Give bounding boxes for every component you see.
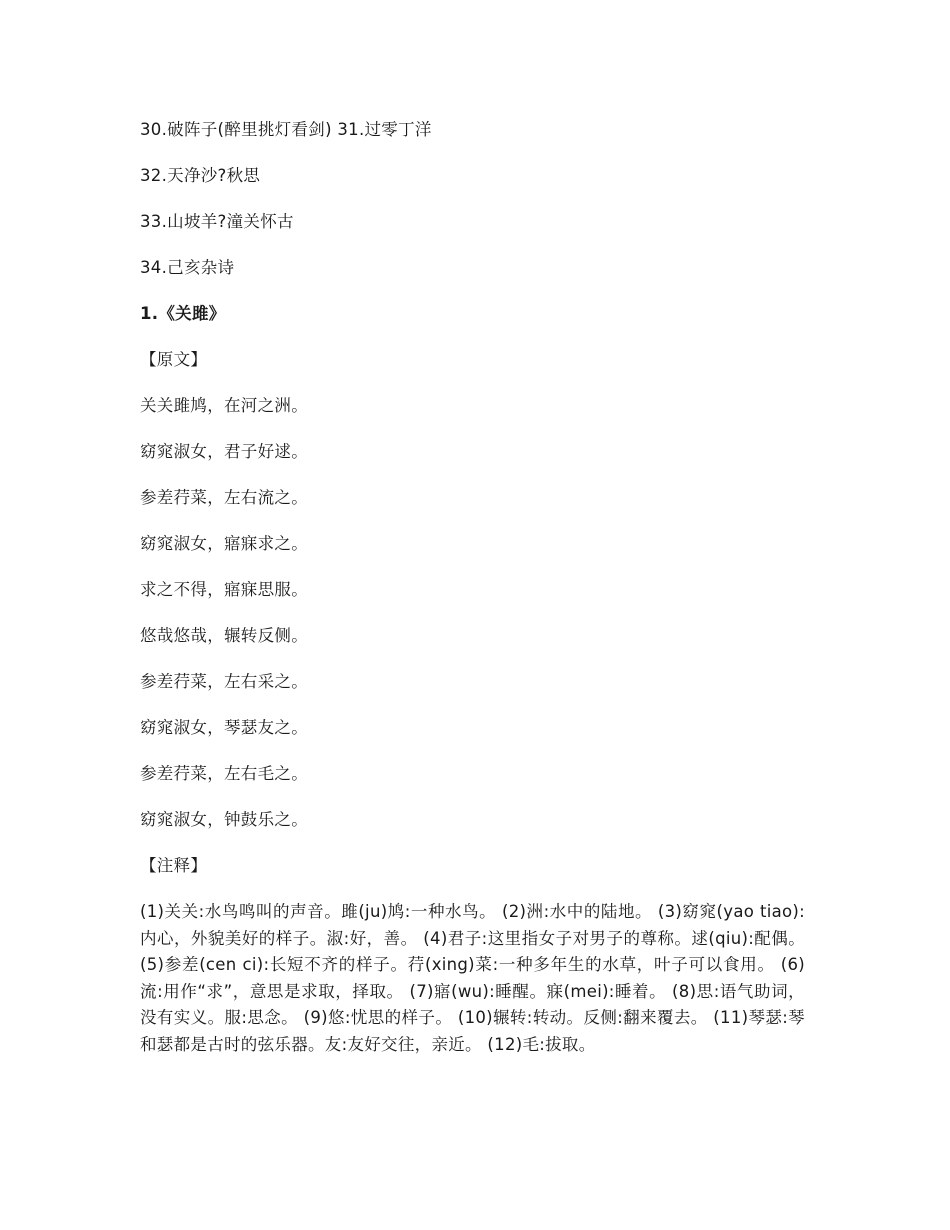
- poem-line: 悠哉悠哉，辗转反侧。: [140, 626, 308, 645]
- notes-heading: 【注释】: [140, 856, 208, 875]
- poem-line: 参差荇菜，左右采之。: [140, 672, 308, 691]
- poem-line: 窈窕淑女，钟鼓乐之。: [140, 810, 308, 829]
- poem-line: 窈窕淑女，寤寐求之。: [140, 534, 308, 553]
- notes-paragraph: (1)关关:水鸟鸣叫的声音。雎(ju)鸠:一种水鸟。 (2)洲:水中的陆地。 (3)窈窕(yao tiao):内心，外貌美好的样子。淑:好，善。 (4)君子:这里指女子对男子的尊称。逑(qiu):配偶。 (5)参差(cen ci):长短不齐的样子。荇(xing)菜:一种多年生的水草，叶子可以食用。 (6)流:用作“求”，意思是求取，择取。 (7)寤(wu):睡醒。寐(mei):睡着。 (8)思:语气助词，没有实义。服:思念。 (9)悠:忧思的样子。 (10)辗转:转动。反侧:翻来覆去。 (11)琴瑟:琴和瑟都是古时的弦乐器。友:友好交往，亲近。 (12)毛:拔取。: [140, 902, 805, 1054]
- original-heading: 【原文】: [140, 350, 208, 369]
- poem-line: 参差荇菜，左右毛之。: [140, 764, 308, 783]
- list-line: 30.破阵子(醉里挑灯看剑) 31.过零丁洋: [140, 120, 432, 139]
- poem-line: 窈窕淑女，君子好逑。: [140, 442, 308, 461]
- poem-line: 关关雎鸠，在河之洲。: [140, 396, 308, 415]
- list-line: 33.山坡羊?潼关怀古: [140, 212, 294, 231]
- document-page: [140, 117, 805, 1058]
- poem-line: 参差荇菜，左右流之。: [140, 488, 308, 507]
- poem-line: 求之不得，寤寐思服。: [140, 580, 308, 599]
- poem-line: 窈窕淑女，琴瑟友之。: [140, 718, 308, 737]
- section-title: 1.《关雎》: [140, 304, 226, 323]
- list-line: 32.天净沙?秋思: [140, 166, 261, 185]
- list-line: 34.己亥杂诗: [140, 258, 235, 277]
